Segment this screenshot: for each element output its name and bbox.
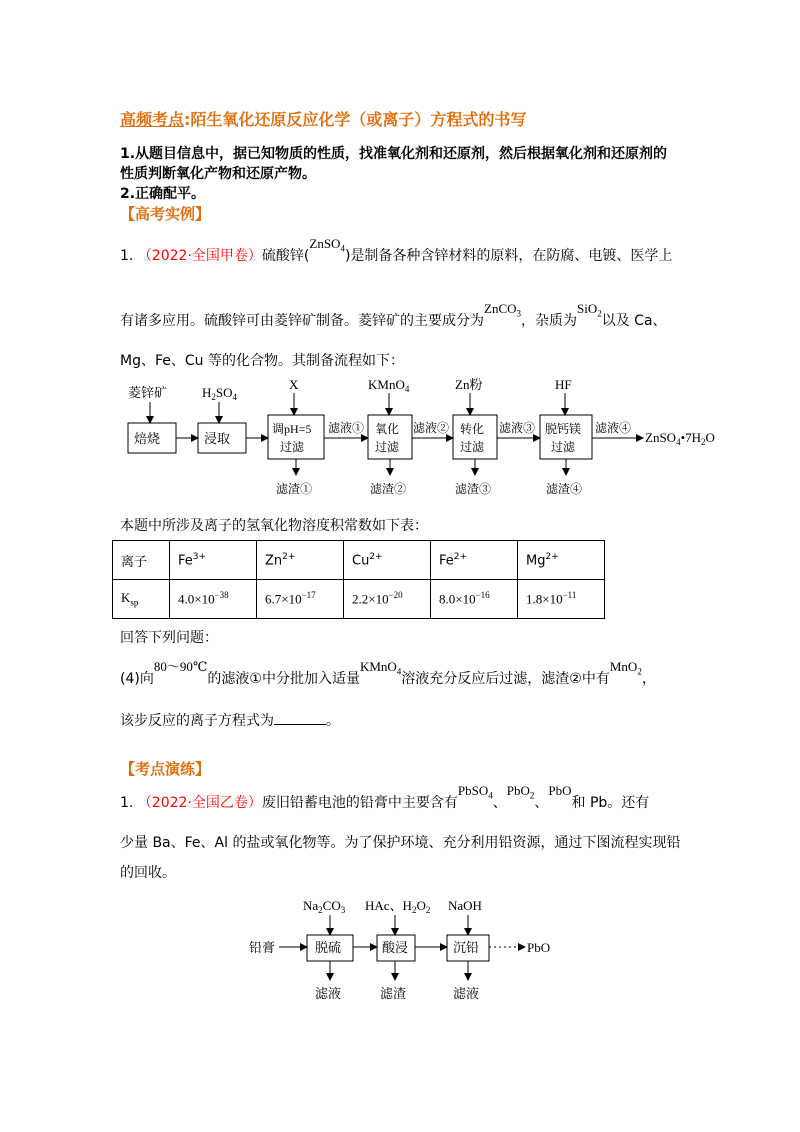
q2-line2: 少量 Ba、Fe、Al 的盐或氧化物等。为了保护环境、充分利用铅资源，通过下图流程实现铅 — [120, 835, 681, 851]
flow2-reagent1: $Na_2CO_3$ — [303, 898, 346, 915]
svg-text:滤渣③: 滤渣③ — [455, 482, 492, 496]
title-rest: :陌生氧化还原反应化学（或离子）方程式的书写 — [184, 110, 527, 129]
q2-source: （2022·全国乙卷） — [137, 795, 262, 811]
svg-text:过滤: 过滤 — [280, 440, 305, 454]
svg-text:过滤: 过滤 — [551, 440, 576, 454]
formula-znco3: ZnCO$_3$ — [484, 301, 521, 319]
ion-cell: $Mg^{2+}$ — [518, 541, 605, 580]
svg-text:调pH=5: 调pH=5 — [272, 422, 312, 436]
svg-text:滤渣: 滤渣 — [380, 986, 407, 1001]
formula-pbo: PbO — [548, 783, 572, 798]
point-2: 2.正确配平。 — [120, 186, 206, 202]
flow2-reagent3: NaOH — [448, 898, 482, 913]
table-header-cell: 离子 — [113, 541, 170, 580]
q1-part4-line1: (4)向80～90℃的滤液①中分批加入适量KMnO$_4$溶液充分反应后过滤，滤渣②中有MnO$_2$， — [120, 659, 656, 687]
q2-line3: 的回收。 — [120, 865, 176, 881]
answer-prompt: 回答下列问题： — [120, 630, 218, 646]
ion-cell: $Fe^{3+}$ — [170, 541, 257, 580]
svg-text:滤液④: 滤液④ — [595, 421, 632, 435]
ion-cell: $Cu^{2+}$ — [344, 541, 431, 580]
q1-line1 — [120, 236, 673, 266]
q2-line1: 1. （2022·全国乙卷）废旧铅蓄电池的铅膏中主要含有PbSO$_4$、PbO$_2$、PbO和 Pb。还有 — [120, 783, 650, 811]
flow2-start: 铅膏 — [249, 940, 276, 955]
table-row — [113, 580, 605, 619]
flow-zn-label: Zn粉 — [455, 377, 483, 392]
formula-pbo2: PbO$_2$ — [506, 783, 535, 801]
section-heading-practice: 【考点演练】 — [120, 760, 211, 778]
q1-part4-line2: 该步反应的离子方程式为 。 — [120, 713, 340, 729]
formula-kmno4: KMnO$_4$ — [359, 659, 402, 677]
formula-sio2: SiO$_2$ — [577, 301, 602, 319]
svg-text:滤液: 滤液 — [315, 986, 342, 1001]
flow-acid-label: $H_2SO_4$ — [202, 385, 238, 402]
ksp-value: $4.0\times 10^{-38}$ — [170, 580, 257, 619]
formula-mno2: MnO$_2$ — [609, 659, 642, 677]
section-heading-exam: 【高考实例】 — [120, 205, 211, 223]
flowchart-znso4 — [118, 375, 730, 500]
q1-source: （2022·全国甲卷） — [137, 248, 262, 264]
svg-text:沉铅: 沉铅 — [453, 940, 480, 955]
page-title — [120, 107, 526, 130]
svg-text:滤渣④: 滤渣④ — [546, 482, 583, 496]
flow-x-label: X — [289, 377, 299, 392]
table-header-cell: $K_{sp}$ — [113, 580, 170, 619]
svg-text:过滤: 过滤 — [460, 440, 485, 454]
ksp-intro: 本题中所涉及离子的氢氧化物溶度积常数如下表： — [120, 518, 428, 534]
point-1b: 性质判断氧化产物和还原产物。 — [120, 166, 316, 182]
q1-text: )是制备各种含锌材料的原料，在防腐、电镀、医学上 — [344, 248, 673, 264]
q1-number: 1. — [120, 248, 134, 264]
formula-pbso4: PbSO$_4$ — [457, 783, 493, 801]
svg-text:浸取: 浸取 — [204, 431, 231, 446]
ion-cell: $Zn^{2+}$ — [257, 541, 344, 580]
svg-text:脱硫: 脱硫 — [315, 940, 342, 955]
q1-text: 硫酸锌( — [261, 248, 310, 264]
flow-kmno4-label: KMnO$_4$ — [368, 377, 410, 394]
flow-product: $ZnSO_4•7H_2O$ — [645, 430, 715, 447]
svg-text:酸浸: 酸浸 — [382, 940, 409, 955]
svg-text:滤渣②: 滤渣② — [370, 482, 407, 496]
svg-text:焙烧: 焙烧 — [134, 431, 161, 446]
q1-line3: Mg、Fe、Cu 等的化合物。其制备流程如下： — [120, 353, 404, 369]
ion-cell: $Fe^{2+}$ — [431, 541, 518, 580]
title-highlight: 高频考点 — [120, 110, 185, 129]
svg-text:滤液②: 滤液② — [413, 421, 450, 435]
svg-text:氧化: 氧化 — [375, 422, 400, 436]
flow-hf-label: HF — [555, 377, 572, 392]
svg-text:脱钙镁: 脱钙镁 — [545, 422, 582, 436]
ksp-value: $6.7\times 10^{-17}$ — [257, 580, 344, 619]
ksp-value: $8.0\times 10^{-16}$ — [431, 580, 518, 619]
svg-text:转化: 转化 — [460, 422, 485, 436]
ksp-value: $1.8\times 10^{-11}$ — [518, 580, 605, 619]
flowchart-lead — [235, 890, 575, 1010]
flow2-end: PbO — [527, 940, 551, 955]
flow2-reagent2: HAc、$H_2O_2$ — [365, 898, 431, 915]
table-row — [113, 541, 605, 580]
svg-text:过滤: 过滤 — [375, 440, 400, 454]
q1-line2: 有诸多应用。硫酸锌可由菱锌矿制备。菱锌矿的主要成分为ZnCO$_3$，杂质为SiO$_2$以及 Ca、 — [120, 301, 667, 329]
ksp-value: $2.2\times 10^{-20}$ — [344, 580, 431, 619]
point-1a: 1.从题目信息中，据已知物质的性质，找准氧化剂和还原剂，然后根据氧化剂和还原剂的 — [120, 146, 668, 162]
answer-blank[interactable] — [274, 712, 326, 725]
temperature: 80～90℃ — [153, 659, 208, 674]
flow-raw-label: 菱锌矿 — [128, 385, 168, 400]
svg-text:滤渣①: 滤渣① — [276, 482, 313, 496]
formula-znso4: ZnSO$_4$ — [309, 236, 345, 254]
svg-text:滤液: 滤液 — [453, 986, 480, 1001]
svg-text:滤液①: 滤液① — [328, 421, 365, 435]
ksp-table — [112, 540, 605, 619]
svg-text:滤液③: 滤液③ — [499, 421, 536, 435]
q2-number: 1. — [120, 795, 134, 811]
